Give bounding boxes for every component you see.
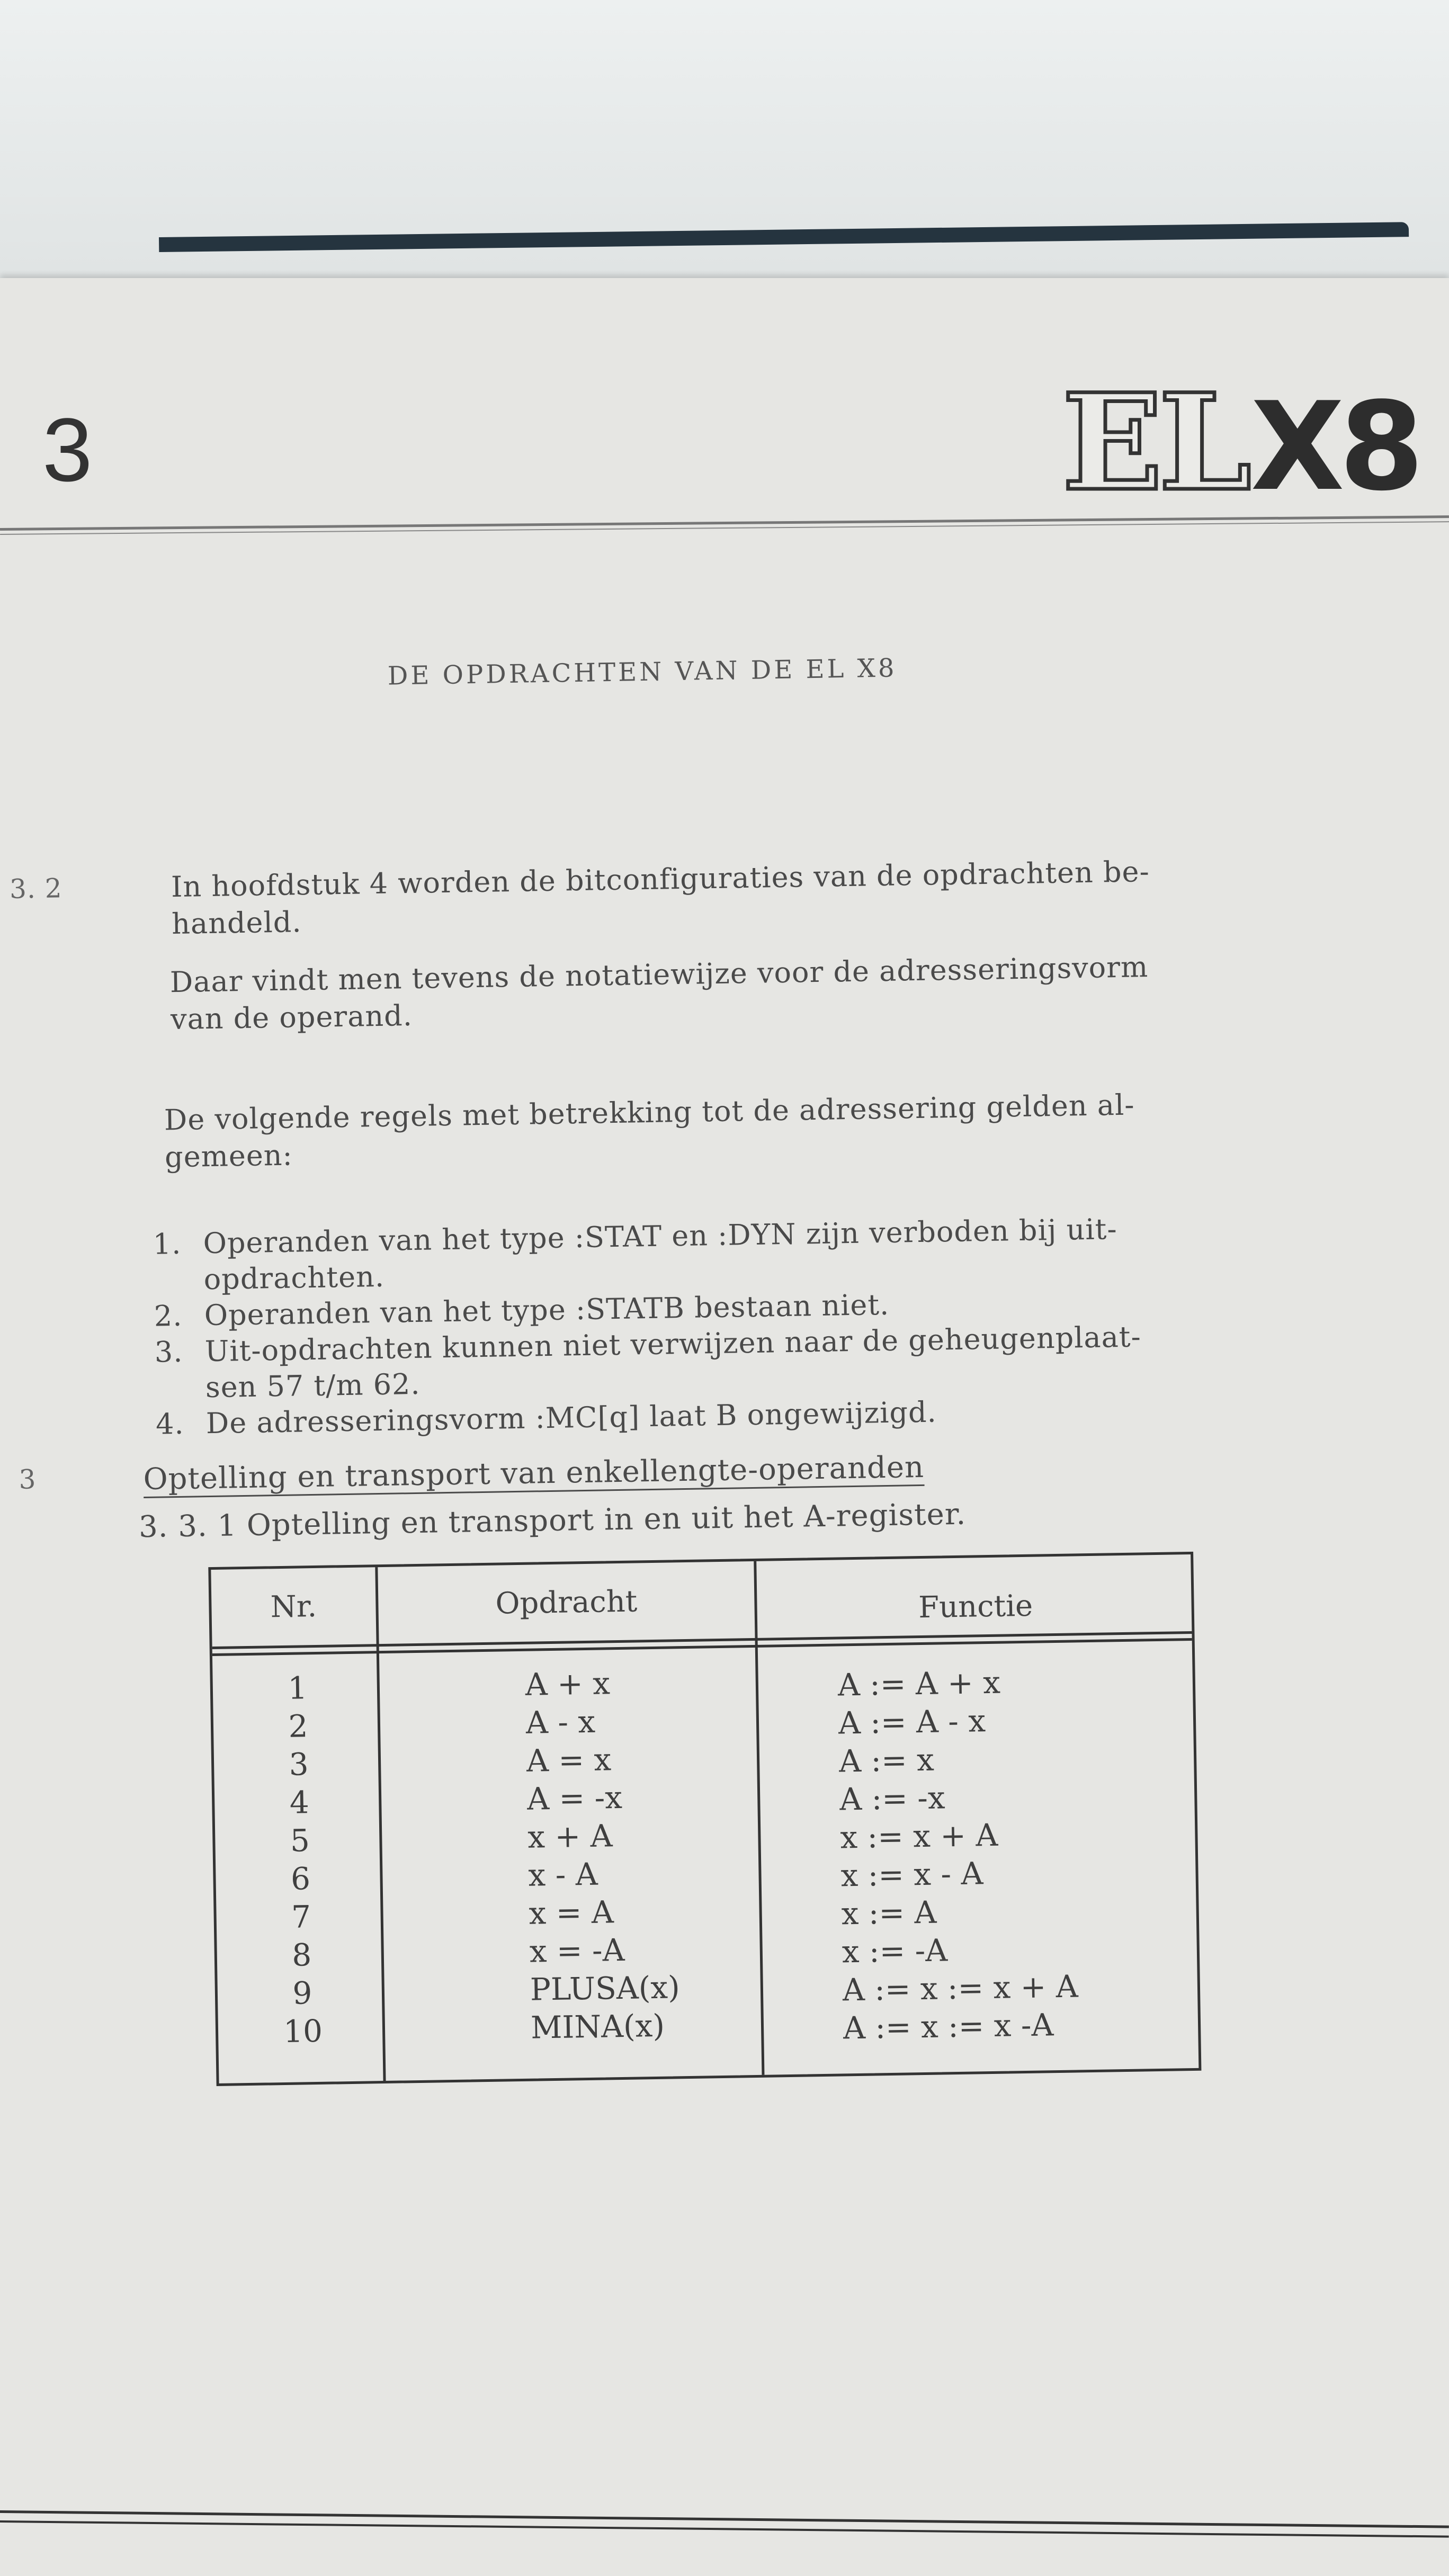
list-item-number: 4.	[155, 1407, 185, 1441]
table-cell-opdracht: x - A	[527, 1856, 598, 1893]
table-cell-nr: 2	[288, 1708, 309, 1745]
list-item-number: 2.	[154, 1299, 183, 1333]
column-functie	[837, 1662, 1079, 2047]
table-cell-functie: x := x + A	[839, 1817, 998, 1856]
paragraph-bitconfiguraties	[171, 851, 1284, 943]
document-page	[0, 278, 1449, 2576]
table-cell-opdracht: x + A	[527, 1818, 613, 1855]
logo-outline-letters: EL	[1062, 364, 1248, 520]
list-item-text: sen 57 t/m 62.	[205, 1367, 421, 1405]
table-cell-nr: 1	[287, 1670, 308, 1706]
table-cell-opdracht: MINA(x)	[530, 2007, 665, 2046]
table-cell-nr: 3	[289, 1746, 309, 1783]
table-cell-nr: 10	[283, 2012, 323, 2050]
table-cell-nr: 6	[290, 1861, 311, 1897]
section-number-3-2: 3. 2	[9, 873, 62, 905]
column-header-functie: Functie	[918, 1588, 1033, 1625]
section-title: DE OPDRACHTEN VAN DE EL X8	[387, 653, 897, 691]
list-item-text: Operanden van het type :STATB bestaan niet.	[204, 1287, 890, 1332]
paragraph-line: Daar vindt men tevens de notatiewijze voor de adresseringsvorm	[169, 950, 1149, 999]
column-header-nr: Nr.	[270, 1589, 317, 1625]
subsection-heading: Optelling en transport van enkellengte-operanden	[143, 1450, 925, 1497]
paragraph-line: van de operand.	[170, 998, 413, 1036]
table-cell-functie: A := x	[838, 1741, 935, 1779]
paragraph-notatiewijze	[169, 946, 1283, 1038]
header-divider	[212, 1631, 1192, 1656]
table-cell-functie: A := A + x	[837, 1664, 1001, 1703]
table-cell-opdracht: A = x	[526, 1741, 612, 1779]
subsubsection-heading: 3. 3. 1 Optelling en transport in en uit het A-register.	[138, 1497, 967, 1545]
instruction-table	[208, 1552, 1201, 2086]
table-cell-opdracht: x = A	[529, 1894, 614, 1931]
table-cell-nr: 8	[291, 1937, 312, 1973]
list-item-text: De adresseringsvorm :MC[q] laat B ongewijzigd.	[205, 1395, 937, 1441]
table-cell-opdracht: x = -A	[529, 1931, 625, 1970]
chapter-number: 3	[42, 400, 93, 500]
paragraph-line: De volgende regels met betrekking tot de adressering gelden al-	[164, 1088, 1135, 1137]
list-item-text: Operanden van het type :STAT en :DYN zijn verboden bij uit-	[203, 1212, 1118, 1260]
section-number-3-3: 3	[19, 1464, 37, 1495]
column-header-opdracht: Opdracht	[495, 1584, 638, 1621]
paragraph-regels	[164, 1084, 1277, 1176]
table-cell-opdracht: PLUSA(x)	[530, 1969, 681, 2008]
backdrop	[0, 0, 1449, 297]
column-opdracht	[525, 1663, 681, 2046]
table-cell-nr: 4	[289, 1784, 310, 1821]
page-content	[0, 255, 1449, 2575]
table-cell-functie: A := x := x + A	[842, 1968, 1079, 2008]
table-cell-nr: 7	[291, 1899, 311, 1935]
paragraph-line: In hoofdstuk 4 worden de bitconfiguraties van de opdrachten be-	[171, 855, 1150, 904]
list-item-text: Uit-opdrachten kunnen niet verwijzen naar de geheugenplaat-	[204, 1320, 1142, 1368]
paragraph-line: gemeen:	[164, 1138, 293, 1174]
table-cell-nr: 5	[290, 1822, 310, 1859]
table-cell-functie: x := A	[841, 1894, 937, 1932]
rules-list	[153, 1208, 1374, 1443]
column-nr	[244, 1668, 356, 2051]
table-cell-functie: A := -x	[839, 1779, 946, 1818]
list-item-number: 3.	[154, 1335, 183, 1369]
list-item-text: opdrachten.	[203, 1259, 385, 1296]
list-item-number: 1.	[153, 1227, 182, 1261]
paragraph-line: handeld.	[171, 905, 302, 941]
table-cell-functie: A := A - x	[838, 1703, 986, 1741]
table-cell-functie: x := -A	[842, 1932, 948, 1970]
table-cell-functie: x := x - A	[840, 1855, 983, 1894]
table-cell-opdracht: A - x	[525, 1703, 596, 1741]
table-cell-opdracht: A = -x	[526, 1779, 623, 1817]
table-cell-functie: A := x := x -A	[843, 2007, 1054, 2046]
table-cell-opdracht: A + x	[525, 1665, 611, 1703]
logo-solid-letters: X8	[1250, 377, 1419, 518]
table-cell-nr: 9	[292, 1975, 312, 2011]
